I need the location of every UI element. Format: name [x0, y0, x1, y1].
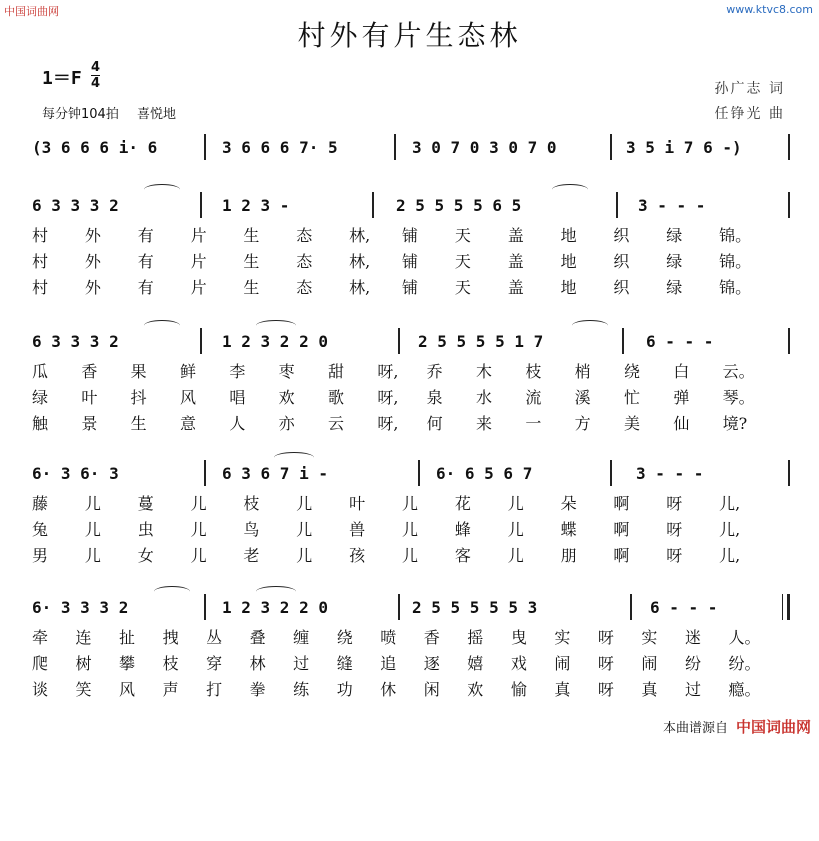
slur: [256, 320, 296, 331]
measure: 2 5 5 5 5 1 7: [418, 332, 544, 351]
lyric-syllable: 兽: [349, 520, 366, 539]
lyric-syllable: 人: [229, 414, 246, 433]
lyric-syllable: 流: [525, 388, 542, 407]
lyric-syllable: 水: [476, 388, 493, 407]
lyric-verse-2: [26, 648, 796, 674]
lyric-syllable: 忙: [624, 388, 641, 407]
lyric-syllable: 风: [119, 680, 136, 699]
lyric-syllable: 练: [293, 680, 310, 699]
lyric-syllable: 朵: [560, 494, 577, 513]
measure: 6 3 3 3 2: [32, 332, 119, 351]
lyric-syllable: 呀: [666, 494, 683, 513]
lyric-verse-2: [26, 514, 796, 540]
lyric-syllable: 态: [296, 226, 313, 245]
lyric-syllable: 缝: [336, 654, 353, 673]
lyric-syllable: 白: [673, 362, 690, 381]
measure: 2 5 5 5 5 6 5: [396, 196, 522, 215]
footer-source: [663, 716, 811, 737]
lyric-syllable: 美: [624, 414, 641, 433]
system-2-notes: [26, 328, 796, 356]
system-3: [26, 460, 796, 566]
lyric-syllable: 儿: [296, 520, 313, 539]
lyric-syllable: 锦。: [719, 278, 752, 297]
lyric-syllable: 儿: [84, 520, 101, 539]
measure: 2 5 5 5 5 5 3: [412, 598, 538, 617]
lyric-syllable: 蜂: [454, 520, 471, 539]
lyric-syllable: 拳: [249, 680, 266, 699]
lyric-syllable: 虫: [137, 520, 154, 539]
barline: [622, 328, 624, 354]
slur: [144, 184, 180, 195]
lyric-syllable: 闹: [554, 654, 571, 673]
lyric-syllable: 铺: [402, 226, 419, 245]
time-bottom: 4: [91, 76, 101, 91]
barline: [610, 134, 612, 160]
lyric-syllable: 叠: [249, 628, 266, 647]
lyric-verse-3: [26, 408, 796, 434]
lyric-syllable: 甜: [328, 362, 345, 381]
barline: [398, 594, 400, 620]
lyric-syllable: 盖: [507, 252, 524, 271]
lyric-syllable: 有: [137, 252, 154, 271]
lyric-syllable: 呀,: [377, 388, 399, 407]
lyric-verse-1: [26, 356, 796, 382]
lyric-syllable: 乔: [426, 362, 443, 381]
time-signature: [91, 60, 100, 91]
system-3-notes: [26, 460, 796, 488]
lyric-syllable: 弹: [673, 388, 690, 407]
measure: 3 - - -: [636, 464, 704, 483]
lyric-syllable: 果: [130, 362, 147, 381]
barline: [418, 460, 420, 486]
lyric-syllable: 叶: [81, 388, 98, 407]
lyric-syllable: 兔: [32, 520, 49, 539]
lyric-syllable: 呀: [666, 546, 683, 565]
intro-measure-4: 3 5 i 7 6 -): [626, 138, 742, 157]
lyric-syllable: 有: [137, 278, 154, 297]
measure: 6· 3 6· 3: [32, 464, 119, 483]
measure: 1 2 3 2 2 0: [222, 332, 328, 351]
lyric-syllable: 一: [525, 414, 542, 433]
system-1-notes: [26, 192, 796, 220]
lyric-syllable: 绿: [32, 388, 49, 407]
lyric-syllable: 琴。: [722, 388, 755, 407]
lyric-verse-2: [26, 382, 796, 408]
lyric-syllable: 真: [554, 680, 571, 699]
lyric-syllable: 亦: [278, 414, 295, 433]
lyric-syllable: 花: [454, 494, 471, 513]
lyric-syllable: 打: [206, 680, 223, 699]
lyric-syllable: 儿: [507, 546, 524, 565]
lyric-syllable: 歌: [328, 388, 345, 407]
barline: [200, 328, 202, 354]
lyric-syllable: 爬: [32, 654, 49, 673]
lyric-syllable: 儿: [296, 546, 313, 565]
lyric-syllable: 天: [454, 226, 471, 245]
measure: 1 2 3 -: [222, 196, 290, 215]
song-title: 村外有片生态林: [297, 19, 522, 52]
tempo-mood: 喜悦地: [136, 107, 176, 122]
barline: [788, 460, 790, 486]
lyric-syllable: 天: [454, 278, 471, 297]
lyric-syllable: 李: [229, 362, 246, 381]
lyric-syllable: 啊: [613, 546, 630, 565]
lyric-syllable: 锦。: [719, 226, 752, 245]
lyric-syllable: 蔓: [137, 494, 154, 513]
lyric-syllable: 织: [613, 278, 630, 297]
lyric-syllable: 外: [84, 252, 101, 271]
lyric-syllable: 儿: [84, 494, 101, 513]
lyric-syllable: 风: [180, 388, 197, 407]
lyric-syllable: 抖: [130, 388, 147, 407]
lyric-verse-1: [26, 220, 796, 246]
lyric-syllable: 景: [81, 414, 98, 433]
lyric-syllable: 盖: [507, 278, 524, 297]
lyric-syllable: 呀: [597, 628, 614, 647]
lyric-syllable: 追: [380, 654, 397, 673]
lyric-syllable: 过: [293, 654, 310, 673]
lyric-syllable: 扯: [119, 628, 136, 647]
lyric-syllable: 木: [476, 362, 493, 381]
slur: [256, 586, 296, 597]
lyric-syllable: 儿: [402, 520, 419, 539]
lyric-syllable: 唱: [229, 388, 246, 407]
lyric-syllable: 儿: [507, 520, 524, 539]
barline: [788, 328, 790, 354]
lyric-syllable: 林,: [349, 226, 371, 245]
barline: [610, 460, 612, 486]
barline: [788, 134, 790, 160]
barline: [788, 192, 790, 218]
lyric-syllable: 态: [296, 278, 313, 297]
lyric-syllable: 人。: [728, 628, 761, 647]
key-signature: 1＝F: [42, 68, 82, 89]
lyric-syllable: 儿,: [719, 520, 741, 539]
measure: 3 - - -: [638, 196, 706, 215]
barline: [398, 328, 400, 354]
lyric-syllable: 闹: [641, 654, 658, 673]
watermark-right[interactable]: www.ktvc8.com: [726, 3, 813, 16]
lyric-syllable: 生: [243, 278, 260, 297]
lyric-syllable: 呀,: [377, 414, 399, 433]
lyric-syllable: 云。: [722, 362, 755, 381]
lyric-syllable: 闲: [423, 680, 440, 699]
time-top: 4: [91, 60, 101, 75]
lyric-syllable: 外: [84, 226, 101, 245]
lyric-syllable: 村: [32, 278, 49, 297]
lyric-syllable: 老: [243, 546, 260, 565]
tempo-bpm: 每分钟104拍: [42, 107, 119, 122]
lyric-syllable: 铺: [402, 252, 419, 271]
lyric-syllable: 藤: [32, 494, 49, 513]
lyric-syllable: 枣: [278, 362, 295, 381]
lyric-syllable: 休: [380, 680, 397, 699]
lyric-syllable: 逐: [423, 654, 440, 673]
measure: 6 3 6 7 i -: [222, 464, 328, 483]
lyric-syllable: 意: [180, 414, 197, 433]
lyric-syllable: 态: [296, 252, 313, 271]
lyric-syllable: 过: [684, 680, 701, 699]
barline: [372, 192, 374, 218]
lyric-syllable: 呀: [597, 680, 614, 699]
lyric-syllable: 仙: [673, 414, 690, 433]
lyric-syllable: 织: [613, 252, 630, 271]
lyric-syllable: 树: [75, 654, 92, 673]
lyric-syllable: 生: [243, 252, 260, 271]
barline: [204, 460, 206, 486]
lyric-syllable: 外: [84, 278, 101, 297]
lyric-syllable: 儿: [507, 494, 524, 513]
lyric-syllable: 溪: [574, 388, 591, 407]
lyric-syllable: 纷。: [728, 654, 761, 673]
lyric-syllable: 蝶: [560, 520, 577, 539]
lyric-syllable: 纷: [684, 654, 701, 673]
lyric-syllable: 香: [423, 628, 440, 647]
tempo-line: [42, 103, 190, 122]
lyric-syllable: 穿: [206, 654, 223, 673]
lyric-syllable: 迷: [684, 628, 701, 647]
lyric-syllable: 云: [328, 414, 345, 433]
measure: 6 3 3 3 2: [32, 196, 119, 215]
lyric-syllable: 儿: [84, 546, 101, 565]
lyric-syllable: 村: [32, 252, 49, 271]
lyric-syllable: 片: [190, 278, 207, 297]
lyric-syllable: 泉: [426, 388, 443, 407]
lyric-syllable: 欢: [467, 680, 484, 699]
lyric-syllable: 儿: [190, 494, 207, 513]
lyric-verse-2: [26, 246, 796, 272]
lyric-syllable: 牵: [32, 628, 49, 647]
intro-measure-1: (3 6 6 6 i· 6: [32, 138, 158, 157]
lyric-syllable: 天: [454, 252, 471, 271]
lyric-syllable: 实: [641, 628, 658, 647]
slur: [154, 586, 190, 597]
lyric-syllable: 瓜: [32, 362, 49, 381]
slur: [572, 320, 608, 331]
measure: 6 - - -: [650, 598, 718, 617]
lyric-syllable: 林,: [349, 252, 371, 271]
lyric-syllable: 声: [162, 680, 179, 699]
lyric-syllable: 瘾。: [728, 680, 761, 699]
measure: 1 2 3 2 2 0: [222, 598, 328, 617]
lyric-syllable: 何: [426, 414, 443, 433]
lyric-syllable: 儿: [296, 494, 313, 513]
lyric-syllable: 鲜: [180, 362, 197, 381]
lyric-syllable: 儿,: [719, 546, 741, 565]
lyric-verse-3: [26, 674, 796, 700]
lyric-syllable: 香: [81, 362, 98, 381]
lyric-syllable: 呀: [666, 520, 683, 539]
lyric-syllable: 功: [336, 680, 353, 699]
lyric-syllable: 片: [190, 252, 207, 271]
lyric-syllable: 儿: [190, 520, 207, 539]
lyric-syllable: 男: [32, 546, 49, 565]
lyric-syllable: 儿,: [719, 494, 741, 513]
lyric-syllable: 笑: [75, 680, 92, 699]
lyric-syllable: 村: [32, 226, 49, 245]
footer-source-text: 本曲谱源自: [662, 721, 728, 736]
lyric-syllable: 朋: [560, 546, 577, 565]
final-barline-thick: [787, 594, 790, 620]
measure: 6 - - -: [646, 332, 714, 351]
lyric-syllable: 欢: [278, 388, 295, 407]
lyric-syllable: 有: [137, 226, 154, 245]
lyric-syllable: 客: [454, 546, 471, 565]
watermark-left: 中国词曲网: [4, 5, 59, 18]
lyric-syllable: 绿: [666, 278, 683, 297]
lyric-verse-3: [26, 272, 796, 298]
measure: 6· 3 3 3 2: [32, 598, 129, 617]
slur: [144, 320, 180, 331]
lyric-syllable: 愉: [510, 680, 527, 699]
lyric-syllable: 绿: [666, 226, 683, 245]
lyric-syllable: 枝: [525, 362, 542, 381]
lyric-syllable: 绕: [624, 362, 641, 381]
lyric-syllable: 啊: [613, 520, 630, 539]
lyric-syllable: 攀: [119, 654, 136, 673]
lyric-verse-1: [26, 622, 796, 648]
barline: [616, 192, 618, 218]
lyric-syllable: 绕: [336, 628, 353, 647]
lyric-syllable: 嬉: [467, 654, 484, 673]
footer-site-link[interactable]: 中国词曲网: [735, 718, 811, 736]
lyric-syllable: 锦。: [719, 252, 752, 271]
lyric-syllable: 拽: [162, 628, 179, 647]
lyric-syllable: 地: [560, 278, 577, 297]
slur: [552, 184, 588, 195]
system-4-notes: [26, 594, 796, 622]
lyric-syllable: 啊: [613, 494, 630, 513]
lyric-syllable: 林,: [349, 278, 371, 297]
system-1: [26, 192, 796, 298]
lyric-syllable: 触: [32, 414, 49, 433]
lyric-syllable: 儿: [190, 546, 207, 565]
intro-notes: [26, 134, 796, 162]
final-barline-thin: [782, 594, 783, 620]
system-2: [26, 328, 796, 434]
system-4: [26, 594, 796, 700]
lyric-syllable: 儿: [402, 546, 419, 565]
lyric-syllable: 曳: [510, 628, 527, 647]
lyric-syllable: 梢: [574, 362, 591, 381]
lyric-syllable: 鸟: [243, 520, 260, 539]
lyric-syllable: 叶: [349, 494, 366, 513]
lyric-syllable: 片: [190, 226, 207, 245]
lyric-syllable: 方: [574, 414, 591, 433]
lyric-syllable: 摇: [467, 628, 484, 647]
lyric-syllable: 呀: [597, 654, 614, 673]
lyric-syllable: 实: [554, 628, 571, 647]
lyric-syllable: 来: [476, 414, 493, 433]
barline: [204, 594, 206, 620]
lyric-syllable: 戏: [510, 654, 527, 673]
lyric-syllable: 生: [130, 414, 147, 433]
lyric-syllable: 枝: [162, 654, 179, 673]
lyric-syllable: 儿: [402, 494, 419, 513]
lyric-syllable: 谈: [32, 680, 49, 699]
lyric-syllable: 呀,: [377, 362, 399, 381]
intro-system: [26, 134, 796, 162]
lyric-syllable: 林: [249, 654, 266, 673]
lyric-syllable: 真: [641, 680, 658, 699]
lyric-syllable: 连: [75, 628, 92, 647]
barline: [630, 594, 632, 620]
lyric-syllable: 盖: [507, 226, 524, 245]
lyric-syllable: 地: [560, 226, 577, 245]
lyric-syllable: 绿: [666, 252, 683, 271]
lyricist-credit: 孙广志 词: [714, 81, 785, 97]
lyric-syllable: 喷: [380, 628, 397, 647]
lyric-syllable: 丛: [206, 628, 223, 647]
lyric-syllable: 铺: [402, 278, 419, 297]
barline: [204, 134, 206, 160]
barline: [394, 134, 396, 160]
intro-measure-3: 3 0 7 0 3 0 7 0: [412, 138, 557, 157]
lyric-syllable: 地: [560, 252, 577, 271]
barline: [200, 192, 202, 218]
intro-measure-2: 3 6 6 6 7· 5: [222, 138, 338, 157]
lyric-syllable: 生: [243, 226, 260, 245]
lyric-verse-3: [26, 540, 796, 566]
lyric-syllable: 缠: [293, 628, 310, 647]
lyric-syllable: 孩: [349, 546, 366, 565]
lyric-syllable: 枝: [243, 494, 260, 513]
lyric-syllable: 织: [613, 226, 630, 245]
slur: [274, 452, 314, 463]
composer-credit: 任铮光 曲: [714, 106, 785, 122]
lyric-syllable: 女: [137, 546, 154, 565]
measure: 6· 6 5 6 7: [436, 464, 533, 483]
lyric-syllable: 境?: [722, 414, 748, 433]
lyric-verse-1: [26, 488, 796, 514]
